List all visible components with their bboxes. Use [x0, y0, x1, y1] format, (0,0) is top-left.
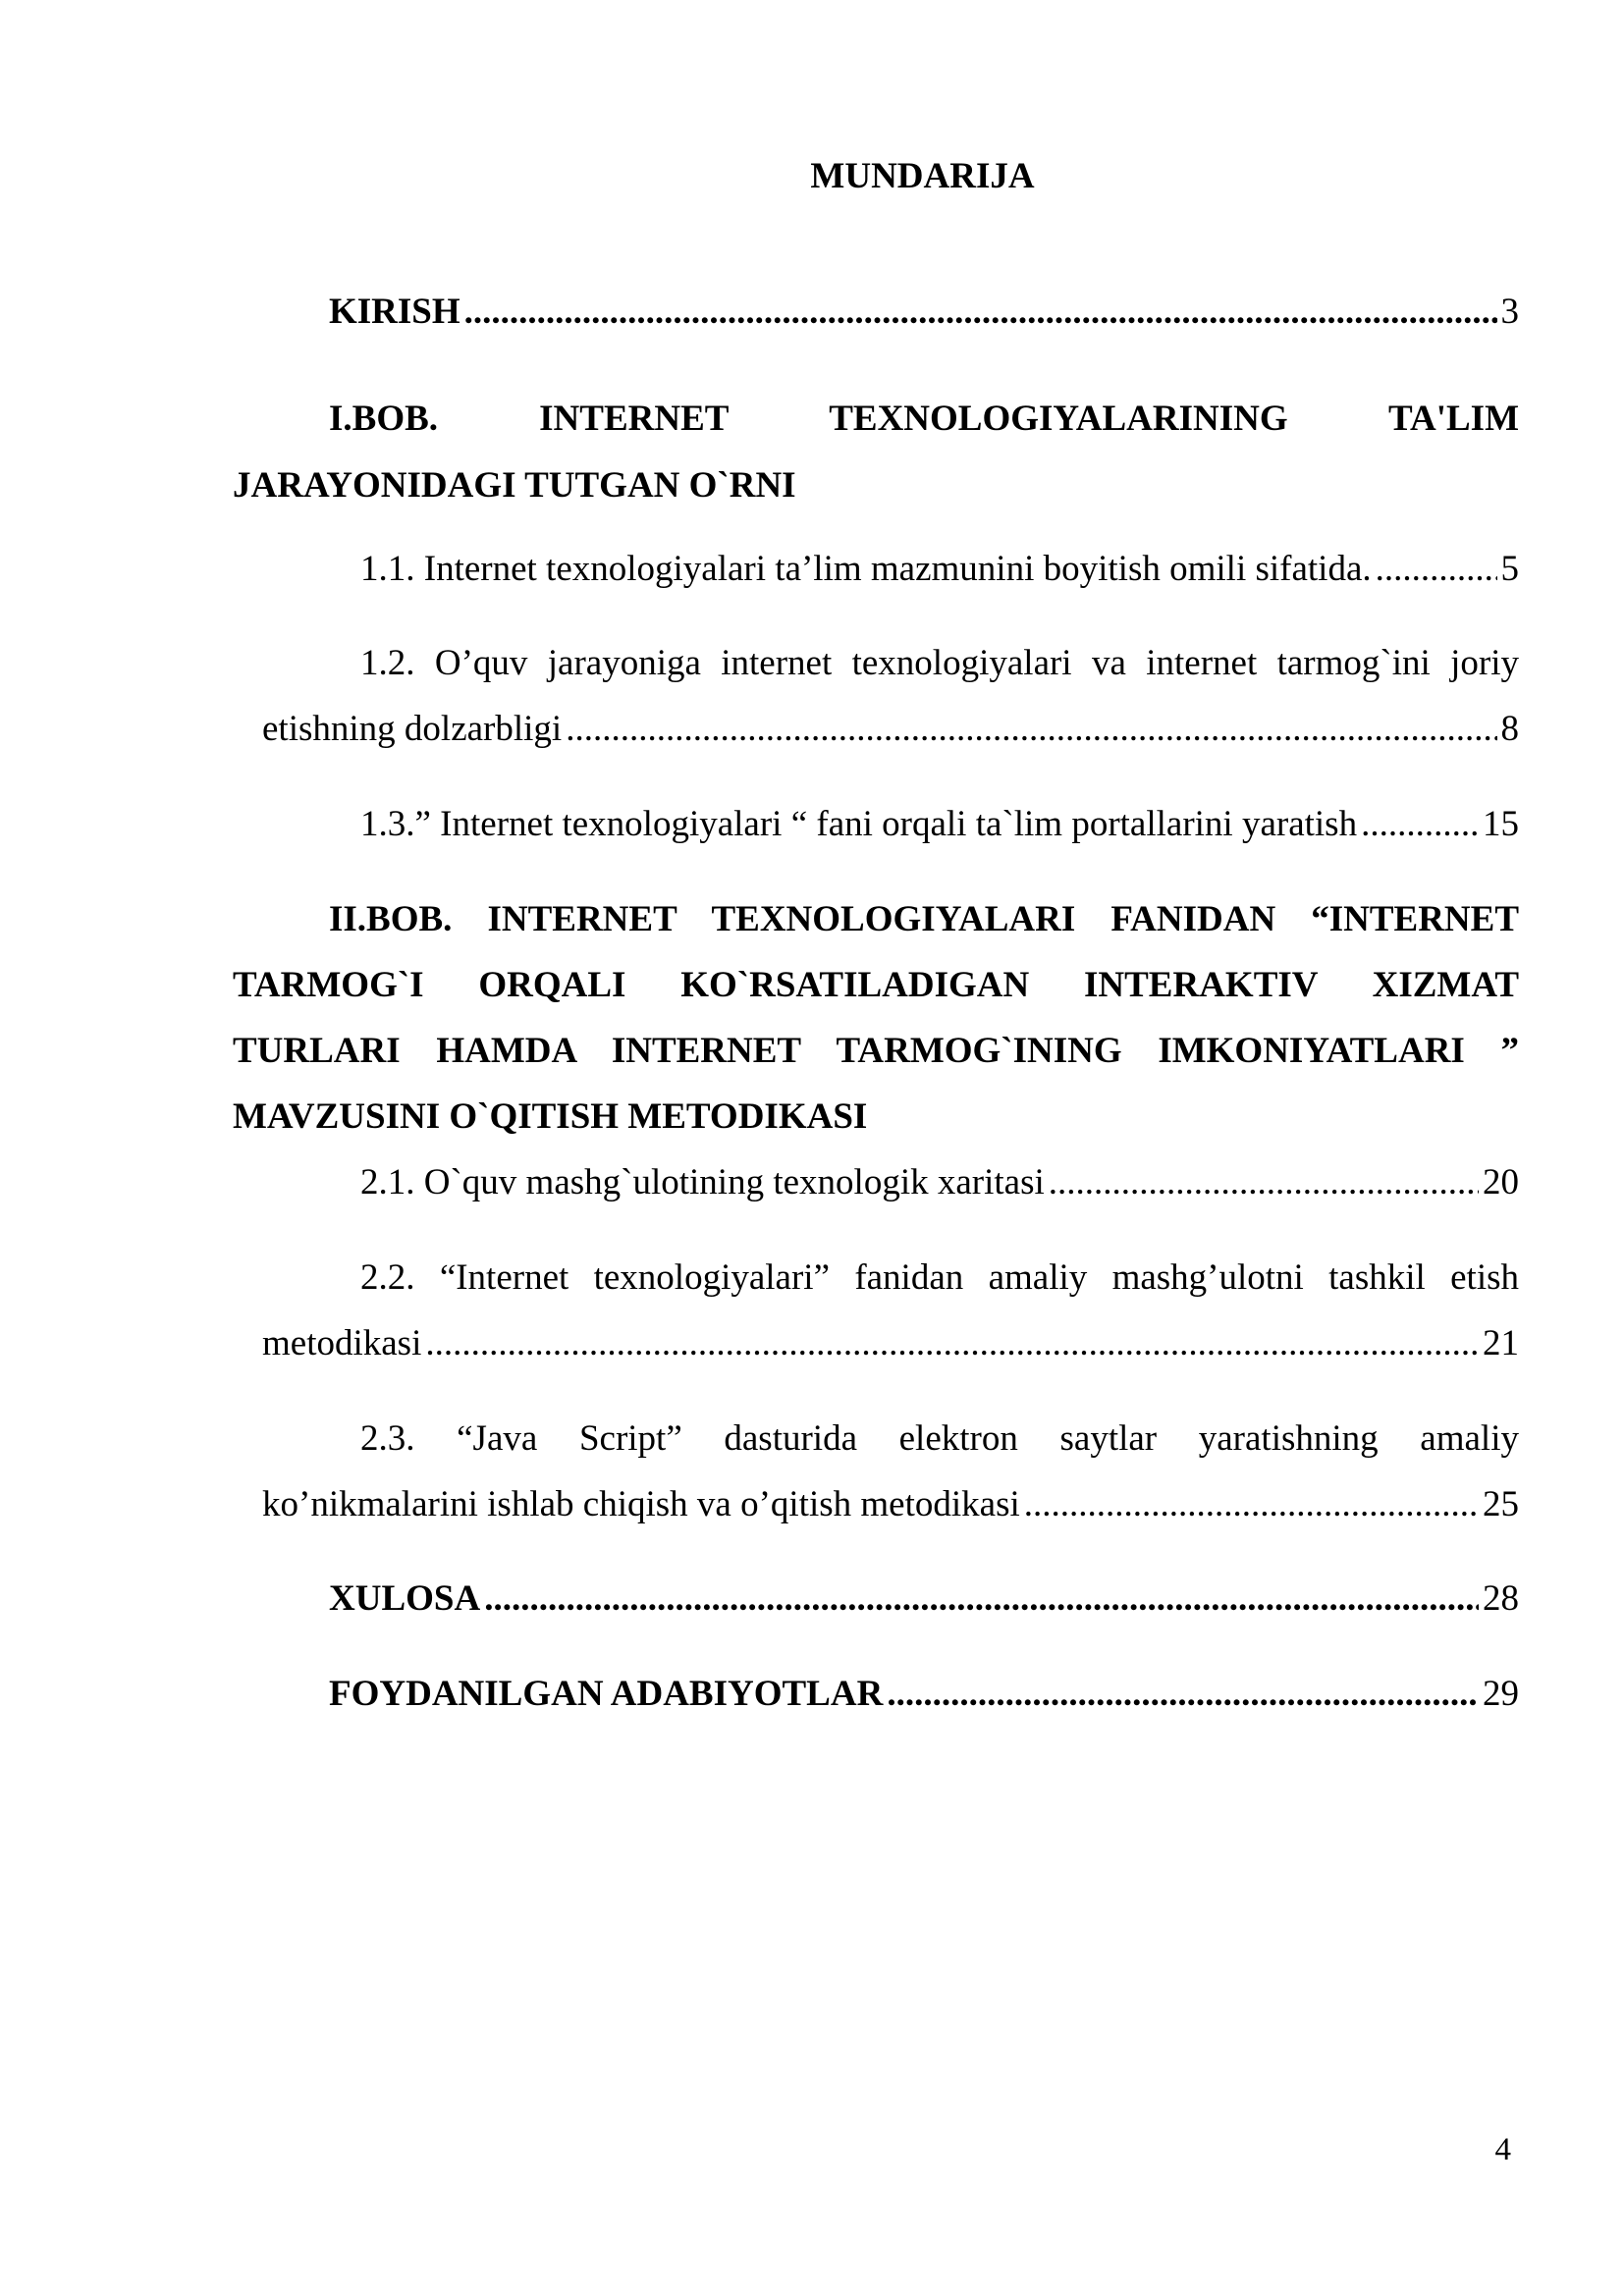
toc-page-number: 5 — [1500, 549, 1519, 589]
toc-entry-2-2[interactable] — [262, 1319, 1519, 1368]
chapter-1-heading-line-1[interactable]: I.BOB. INTERNET TEXNOLOGIYALARINING TA'LIM — [329, 399, 1519, 439]
dot-leader — [484, 1575, 1479, 1624]
dot-leader — [566, 705, 1496, 754]
page-title: MUNDARIJA — [810, 156, 1035, 196]
toc-entry-adabiyotlar[interactable] — [329, 1670, 1519, 1719]
chapter-1-heading-line-2[interactable]: JARAYONIDAGI TUTGAN O`RNI — [233, 465, 796, 506]
dot-leader — [1024, 1480, 1479, 1529]
dot-leader — [464, 288, 1497, 337]
toc-entry-label: etishning dolzarbligi — [262, 709, 563, 749]
toc-entry-label: 2.1. O`quv mashg`ulotining texnologik xaritasi — [360, 1162, 1045, 1202]
toc-entry-2-1[interactable] — [360, 1158, 1519, 1207]
toc-entry-label: KIRISH — [329, 292, 460, 332]
toc-page-number: 8 — [1500, 709, 1519, 749]
chapter-2-heading-line-1[interactable]: II.BOB. INTERNET TEXNOLOGIYALARI FANIDAN “INTERNET — [329, 899, 1519, 939]
toc-page-number: 20 — [1483, 1162, 1519, 1202]
toc-entry-2-3-line-1[interactable]: 2.3. “Java Script” dasturida elektron saytlar yaratishning amaliy — [360, 1418, 1519, 1459]
toc-entry-label: 1.1. Internet texnologiyalari ta’lim mazmunini boyitish omili sifatida. — [360, 549, 1372, 589]
chapter-2-heading-line-2[interactable]: TARMOG`I ORQALI KO`RSATILADIGAN INTERAKTIV XIZMAT — [233, 965, 1519, 1005]
dot-leader — [1361, 800, 1479, 849]
toc-page-number: 25 — [1483, 1484, 1519, 1524]
toc-page-number: 3 — [1500, 292, 1519, 332]
chapter-2-heading-line-3[interactable]: TURLARI HAMDA INTERNET TARMOG`INING IMKONIYATLARI ” — [233, 1031, 1519, 1071]
toc-page-number: 21 — [1483, 1323, 1519, 1363]
toc-entry-label: 1.3.” Internet texnologiyalari “ fani orqali ta`lim portallarini yaratish — [360, 804, 1358, 844]
toc-entry-label: metodikasi — [262, 1323, 422, 1363]
toc-entry-label: ko’nikmalarini ishlab chiqish va o’qitish metodikasi — [262, 1484, 1020, 1524]
toc-entry-label: FOYDANILGAN ADABIYOTLAR — [329, 1674, 884, 1714]
footer-page-number: 4 — [1494, 2132, 1511, 2167]
toc-entry-1-2-line-1[interactable]: 1.2. O’quv jarayoniga internet texnologiyalari va internet tarmog`ini joriy — [360, 643, 1519, 683]
toc-entry-1-1[interactable] — [360, 545, 1519, 594]
dot-leader — [425, 1319, 1479, 1368]
toc-entry-label: XULOSA — [329, 1578, 481, 1619]
toc-entry-1-3[interactable] — [360, 800, 1519, 849]
toc-page-number: 15 — [1483, 804, 1519, 844]
toc-entry-2-2-line-1[interactable]: 2.2. “Internet texnologiyalari” fanidan amaliy mashg’ulotni tashkil etish — [360, 1257, 1519, 1298]
toc-entry-kirish[interactable] — [329, 288, 1519, 337]
toc-entry-xulosa[interactable] — [329, 1575, 1519, 1624]
chapter-2-heading-line-4[interactable]: MAVZUSINI O`QITISH METODIKASI — [233, 1096, 868, 1137]
toc-entry-1-2[interactable] — [262, 705, 1519, 754]
toc-page-number: 29 — [1483, 1674, 1519, 1714]
dot-leader — [887, 1670, 1479, 1719]
dot-leader — [1376, 545, 1497, 594]
dot-leader — [1049, 1158, 1479, 1207]
toc-entry-2-3[interactable] — [262, 1480, 1519, 1529]
toc-page-number: 28 — [1483, 1578, 1519, 1619]
